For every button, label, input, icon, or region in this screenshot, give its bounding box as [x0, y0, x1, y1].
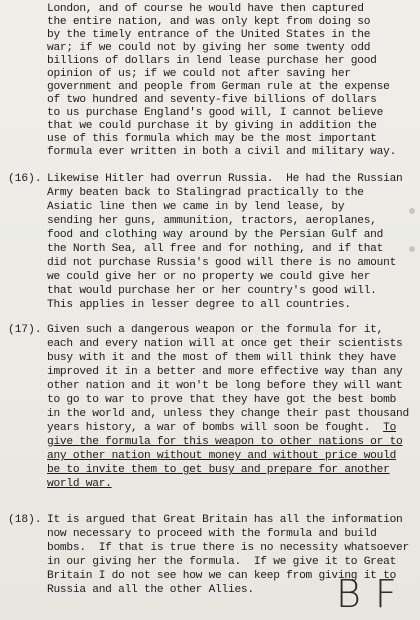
handwritten-initials: BF: [336, 572, 411, 616]
text-line: [47, 421, 396, 435]
text-line: Britain I do not see how we can keep from giving it to: [47, 570, 397, 582]
text-line: This applies in lesser degree to all countries.: [47, 299, 351, 311]
text-line: we could give her or no property we could give her: [47, 271, 371, 283]
text-line: in the world and, unless they change their past thousand: [47, 408, 409, 420]
underlined-line: any other nation without money and without price would: [47, 450, 397, 462]
text-line: to us purchase England's good will, I cannot believe: [47, 107, 384, 119]
text-line: to go to war to prove that they have got the best bomb: [47, 394, 397, 406]
paragraph-number: (18).: [8, 514, 42, 526]
text-line: war; if we could not by giving her some twenty odd: [47, 42, 371, 54]
text-line: Russia and all the other Allies.: [47, 584, 254, 596]
text-line: the North Sea, all free and for nothing, and if that: [47, 243, 384, 255]
text-segment: years history, a war of bombs will soon be fought.: [47, 422, 371, 434]
underlined-line: be to invite them to get busy and prepare for another: [47, 464, 390, 476]
text-line: other nation and it won't be long before they will want: [47, 380, 403, 392]
text-line: opinion of us; if we could not after saving her: [47, 68, 351, 80]
text-line: each and every nation will at once get their scientists: [47, 338, 403, 350]
underlined-line: world war.: [47, 478, 112, 490]
text-line: It is argued that Great Britain has all the information: [47, 514, 403, 526]
text-line: of two hundred and seventy-five billions of dollars: [47, 94, 377, 106]
text-line: Asiatic line then we came in by lend lease, by: [47, 201, 345, 213]
punch-hole-mark: [409, 246, 415, 252]
text-line: food and clothing way around by the Persian Gulf and: [47, 229, 384, 241]
text-line: London, and of course he would have then captured: [47, 3, 364, 15]
paragraph-number: (17).: [8, 324, 42, 336]
text-line: the entire nation, and was only kept from doing so: [47, 16, 371, 28]
text-line: that would purchase her or her country's good will.: [47, 285, 377, 297]
underlined-line: give the formula for this weapon to other nations or to: [47, 436, 403, 448]
text-line: use of this formula which may be the most important: [47, 133, 377, 145]
text-line: Likewise Hitler had overrun Russia. He had the Russian: [47, 173, 403, 185]
text-line: improved it in a better and more effective way than any: [47, 366, 403, 378]
text-line: sending her guns, ammunition, tractors, aeroplanes,: [47, 215, 377, 227]
paragraph-number: (16).: [8, 173, 42, 185]
text-line: Given such a dangerous weapon or the formula for it,: [47, 324, 384, 336]
text-line: that we could purchase it by giving in addition the: [47, 120, 377, 132]
text-line: formula ever written in both a civil and military way.: [47, 146, 397, 158]
text-line: by the timely entrance of the United States in the: [47, 29, 371, 41]
text-line: bombs. If that is true there is no necessity whatsoever: [47, 542, 409, 554]
text-line: busy with it and the most of them will think they have: [47, 352, 397, 364]
text-line: did not purchase Russia's good will there is no amount: [47, 257, 397, 269]
text-line: billions of dollars in lend lease purchase her good: [47, 55, 377, 67]
text-line: in our giving her the formula. If we give it to Great: [47, 556, 397, 568]
underlined-text: To: [383, 422, 397, 434]
text-line: government and people from German rule at the expense: [47, 81, 390, 93]
text-line: Army beaten back to Stalingrad practically to the: [47, 187, 364, 199]
punch-hole-mark: [409, 208, 415, 214]
text-line: now necessary to proceed with the formula and build: [47, 528, 377, 540]
